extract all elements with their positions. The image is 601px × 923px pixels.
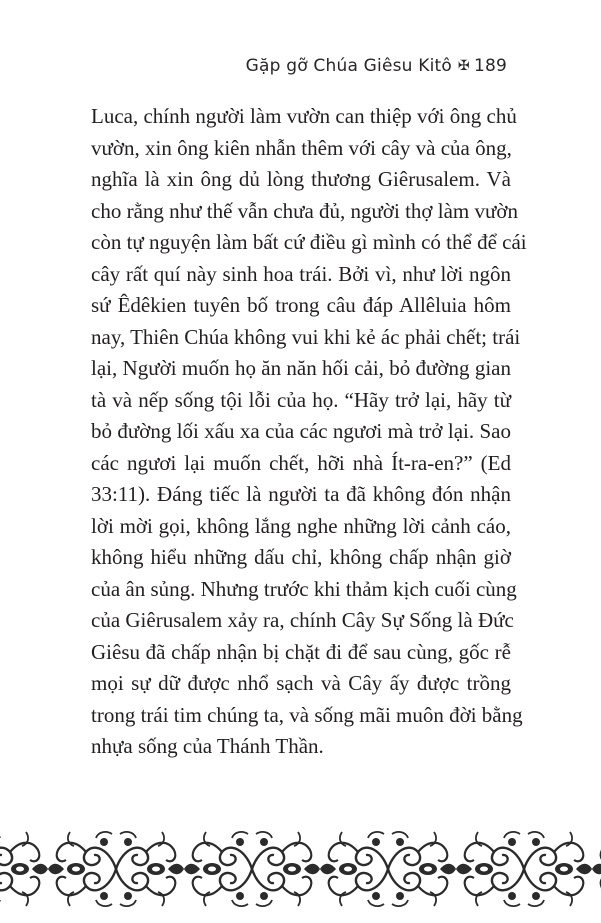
text-line: các ngươi lại muốn chết, hỡi nhà Ít-ra-en?” (Ed <box>91 450 511 475</box>
floral-motif-icon <box>48 832 116 906</box>
text-line: Giêsu đã chấp nhận bị chặt đi để sau cùng, gốc rễ <box>91 639 511 664</box>
running-title: Gặp gỡ Chúa Giêsu Kitô <box>245 56 452 76</box>
text-line: 33:11). Đáng tiếc là người ta đã không đón nhận <box>91 482 511 506</box>
floral-motif-icon <box>0 832 48 906</box>
text-line: lời mời gọi, không lắng nghe những lời cảnh cáo, <box>91 513 511 538</box>
running-header <box>246 56 507 76</box>
text-line: trong trái tim chúng ta, và sống mãi muôn đời bằng <box>91 702 523 727</box>
floral-motif-icon <box>524 832 592 906</box>
body-paragraph <box>91 101 527 763</box>
text-line: cho rằng như thế vẫn chưa đủ, người thợ làm vườn <box>91 198 519 223</box>
text-line: Luca, chính người làm vườn can thiệp với ông chủ <box>91 104 517 128</box>
text-line: bỏ đường lối xấu xa của các ngươi mà trở lại. Sao <box>91 419 511 443</box>
floral-motif-icon <box>592 832 601 906</box>
floral-motif-icon <box>116 832 184 906</box>
text-line: còn tự nguyện làm bất cứ điều gì mình có thể để cái <box>91 230 527 254</box>
text-line: của Giêrusalem xảy ra, chính Cây Sự Sống là Đức <box>91 608 514 632</box>
text-line: nghĩa là xin ông dủ lòng thương Giêrusalem. Và <box>91 167 511 191</box>
text-line: nay, Thiên Chúa không vui khi kẻ ác phải chết; trái <box>91 324 521 349</box>
floral-border-icon <box>0 828 601 910</box>
text-line: vườn, xin ông kiên nhẫn thêm với cây và của ông, <box>91 135 512 160</box>
cross-icon: ✠ <box>458 58 470 74</box>
text-line: mọi sự dữ được nhổ sạch và Cây ấy được trồng <box>91 671 511 695</box>
page-number: 189 <box>473 56 507 76</box>
floral-motif-icon <box>456 832 524 906</box>
floral-motif-icon <box>184 832 252 906</box>
text-line: tà và nếp sống tội lỗi của họ. “Hãy trở lại, hãy từ <box>91 387 511 412</box>
floral-motif-icon <box>388 832 456 906</box>
text-line: nhựa sống của Thánh Thần. <box>91 734 324 758</box>
text-line: lại, Người muốn họ ăn năn hối cải, bỏ đường gian <box>91 356 511 380</box>
text-line: cây rất quí này sinh hoa trái. Bởi vì, như lời ngôn <box>91 261 511 286</box>
text-line: không hiểu những dấu chỉ, không chấp nhận giờ <box>91 545 511 569</box>
floral-motif-icon <box>320 832 388 906</box>
floral-motif-icon <box>252 832 320 906</box>
text-line: sứ Êdêkien tuyên bố trong câu đáp Allêluia hôm <box>91 293 511 317</box>
text-line: của ân sủng. Nhưng trước khi thảm kịch cuối cùng <box>91 576 517 601</box>
